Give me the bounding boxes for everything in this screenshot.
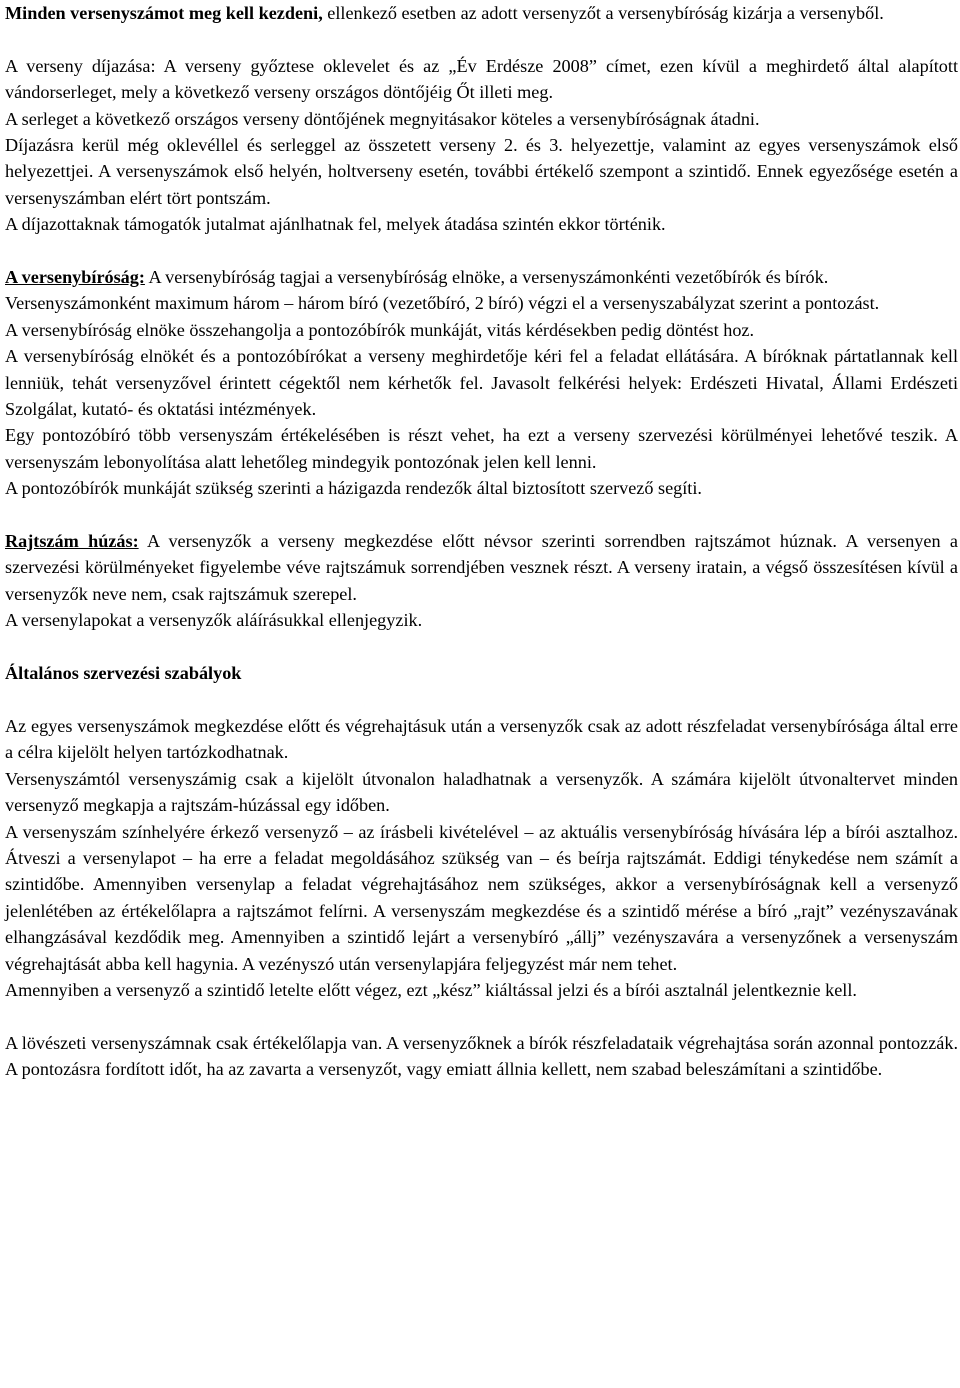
draw-paragraph-2: A versenylapokat a versenyzők aláírásukkal ellenjegyzik.: [5, 610, 423, 631]
spacer: [5, 634, 958, 660]
intro-paragraph: [5, 0, 958, 26]
jury-section-label: A versenybíróság:: [5, 267, 145, 288]
general-paragraph-2: Versenyszámtól versenyszámig csak a kijelölt útvonalon haladhatnak a versenyzők. A számára kijelölt útvonaltervet minden versenyző megkapja a rajtszám-húzással egy időben.: [5, 768, 958, 816]
jury-paragraph-3: A versenybíróság elnöke összehangolja a pontozóbírók munkáját, vitás kérdésekben pedig döntést hoz.: [5, 319, 755, 340]
intro-rest: ellenkező esetben az adott versenyzőt a versenybíróság kizárja a versenyből.: [322, 3, 884, 23]
prizes-paragraph-2: A serleget a következő országos verseny döntőjének megnyitásakor köteles a versenybíróságnak átadni.: [5, 108, 760, 129]
general-paragraph-5: A lövészeti versenyszámnak csak értékelőlapja van. A versenyzőknek a bírók részfeladataik végrehajtása során azonnal pontozzák. A pontozásra fordított időt, ha az zavarta a versenyzőt, vagy emiatt állnia kellett, nem szabad beleszámítani a szintidőbe.: [5, 1032, 958, 1080]
intro-bold-lead: Minden versenyszámot meg kell kezdeni,: [5, 3, 323, 23]
jury-paragraph-1-text: A versenybíróság tagjai a versenybíróság elnöke, a versenyszámonkénti vezetőbírók és bírók.: [144, 267, 829, 288]
prizes-paragraph-1: A verseny díjazása: A verseny győztese oklevelet és az „Év Erdésze 2008” címet, ezen kívül a meghirdető által alapított vándorserleget, mely a következő verseny országos döntőjéig Őt illeti meg.: [5, 55, 958, 103]
jury-paragraph-1: [5, 264, 958, 290]
general-paragraph-3: A versenyszám színhelyére érkező versenyző – az írásbeli kivételével – az aktuális versenybíróság hívására lép a bírói asztalhoz. Átveszi a versenylapot – ha erre a feladat megoldásához szükség van – és beírja rajtszámát. Eddigi ténykedése nem számít a szintidőbe. Amennyiben versenylap a feladat végrehajtásához nem szükséges, akkor a versenybíróságnak kell a versenyző jelenlétében az értékelőlapra a rajtszámot felírni. A versenyszám megkezdése és a szintidő mérése a bíró „rajt” vezényszavának elhangzásával kezdődik meg. Amennyiben a szintidő lejárt a versenybíró „állj” vezényszavára a versenyzőnek a versenyszám végrehajtását abba kell hagynia. A vezényszó után versenylapjára feljegyzést már nem tehet.: [5, 821, 958, 974]
general-paragraph-1: Az egyes versenyszámok megkezdése előtt és végrehajtásuk után a versenyzők csak az adott részfeladat versenybírósága által erre a célra kijelölt helyen tartózkodhatnak.: [5, 715, 958, 763]
general-paragraph-4: Amennyiben a versenyző a szintidő letelte előtt végez, ezt „kész” kiáltással jelzi és a bírói asztalnál jelentkeznie kell.: [5, 979, 857, 1000]
spacer: [5, 26, 958, 52]
general-heading: Általános szervezési szabályok: [5, 663, 242, 684]
draw-section-label: Rajtszám húzás:: [5, 531, 139, 552]
document-page: [5, 0, 958, 1083]
prizes-paragraph-3: Díjazásra kerül még oklevéllel és serleggel az összetett verseny 2. és 3. helyezettje, valamint az egyes versenyszámok első helyezettjei. A versenyszámok első helyén, holtverseny esetén, további értékelő szempont a szintidő. Ennek egyezősége esetén a versenyszámban elért tört pontszám.: [5, 135, 958, 208]
spacer: [5, 238, 958, 264]
draw-paragraph-1-text: A versenyzők a verseny megkezdése előtt névsor szerinti sorrendben rajtszámot húznak. A versenyen a szervezési körülményeket figyelembe véve rajtszámuk sorrendjében vesznek részt. A verseny iratain, a végső összesítésen kívül a versenyzők neve nem, csak rajtszámuk szerepel.: [5, 531, 958, 604]
spacer: [5, 502, 958, 528]
prizes-paragraph-4: A díjazottaknak támogatók jutalmat ajánlhatnak fel, melyek átadása szintén ekkor történik.: [5, 214, 666, 235]
jury-paragraph-2: Versenyszámonként maximum három – három bíró (vezetőbíró, 2 bíró) végzi el a versenyszabályzat szerint a pontozást.: [5, 293, 880, 314]
spacer: [5, 1003, 958, 1029]
spacer: [5, 687, 958, 713]
jury-paragraph-5: Egy pontozóbíró több versenyszám értékelésében is részt vehet, ha ezt a verseny szervezési körülményei lehetővé teszik. A versenyszám lebonyolítása alatt lehetőleg mindegyik pontozónak jelen kell lenni.: [5, 425, 958, 472]
draw-paragraph-1: [5, 528, 958, 607]
jury-paragraph-4: A versenybíróság elnökét és a pontozóbírókat a verseny meghirdetője kéri fel a feladat ellátására. A bíróknak pártatlannak kell lenniük, tehát versenyzővel érintett cégektől nem kérhetők fel. Javasolt felkérési helyek: Erdészeti Hivatal, Állami Erdészeti Szolgálat, kutató- és oktatási intézmények.: [5, 346, 958, 420]
jury-paragraph-6: A pontozóbírók munkáját szükség szerinti a házigazda rendezők által biztosított szervező segíti.: [5, 478, 702, 499]
